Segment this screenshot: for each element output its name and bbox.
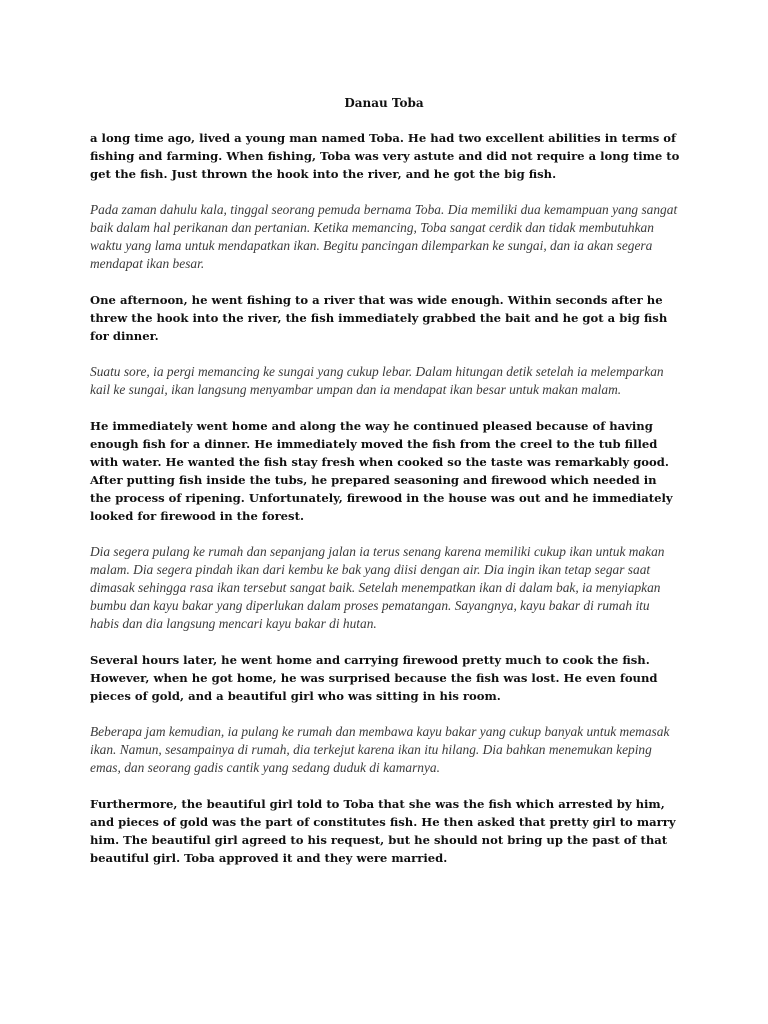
paragraph-english-1: a long time ago, lived a young man named Toba. He had two excellent abilities in terms of fishing and farming. When fishing, Toba was very astute and did not require a long time to get the fish. Just thrown the hook into the river, and he got the big fish.: [90, 131, 680, 181]
paragraph-indonesian-2: Suatu sore, ia pergi memancing ke sungai yang cukup lebar. Dalam hitungan detik setelah ia melemparkan kail ke sungai, ikan langsung menyambar umpan dan ia mendapat ikan besar untuk makan malam.: [90, 364, 664, 397]
paragraph-indonesian-3: Dia segera pulang ke rumah dan sepanjang jalan ia terus senang karena memiliki cukup ikan untuk makan malam. Dia segera pindah ikan dari kembu ke bak yang diisi dengan air. Dia ingin ikan tetap segar saat dimasak sehingga rasa ikan tersebut sangat baik. Setelah menempatkan ikan di dalam bak, ia menyiapkan bumbu dan kayu bakar yang diperlukan dalam proses pematangan. Sayangnya, kayu bakar di rumah itu habis dan dia langsung mencari kayu bakar di hutan.: [90, 544, 665, 631]
paragraph-indonesian-1: Pada zaman dahulu kala, tinggal seorang pemuda bernama Toba. Dia memiliki dua kemampuan yang sangat baik dalam hal perikanan dan pertanian. Ketika memancing, Toba sangat cerdik dan tidak membutuhkan waktu yang lama untuk mendapatkan ikan. Begitu pancingan dilemparkan ke sungai, dan ia akan segera mendapat ikan besar.: [90, 202, 678, 271]
paragraph-english-4: Several hours later, he went home and carrying firewood pretty much to cook the fish. However, when he got home, he was surprised because the fish was lost. He even found pieces of gold, and a beautiful girl who was sitting in his room.: [90, 653, 658, 703]
paragraph-indonesian-4: Beberapa jam kemudian, ia pulang ke rumah dan membawa kayu bakar yang cukup banyak untuk memasak ikan. Namun, sesampainya di rumah, dia terkejut karena ikan itu hilang. Dia bahkan menemukan keping emas, dan seorang gadis cantik yang sedang duduk di kamarnya.: [90, 724, 670, 775]
document-title: Danau Toba: [344, 96, 424, 110]
document-body: [90, 129, 680, 885]
paragraph-english-2: One afternoon, he went fishing to a river that was wide enough. Within seconds after he threw the hook into the river, the fish immediately grabbed the bait and he got a big fish for dinner.: [90, 293, 668, 343]
paragraph-english-5: Furthermore, the beautiful girl told to Toba that she was the fish which arrested by him, and pieces of gold was the part of constitutes fish. He then asked that pretty girl to marry him. The beautiful girl agreed to his request, but he should not bring up the past of that beautiful girl. Toba approved it and they were married.: [90, 797, 676, 865]
paragraph-english-3: He immediately went home and along the way he continued pleased because of having enough fish for a dinner. He immediately moved the fish from the creel to the tub filled with water. He wanted the fish stay fresh when cooked so the taste was remarkably good. After putting fish inside the tubs, he prepared seasoning and firewood which needed in the process of ripening. Unfortunately, firewood in the house was out and he immediately looked for firewood in the forest.: [90, 419, 673, 523]
